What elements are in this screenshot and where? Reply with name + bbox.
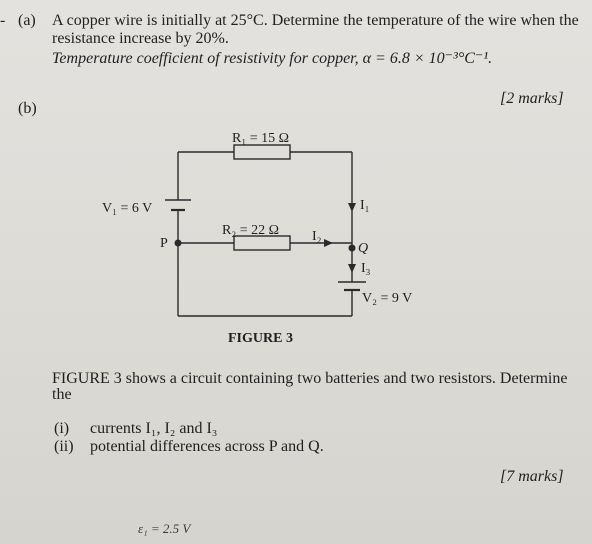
part-b-marks: [7 marks] [500, 468, 564, 485]
i2-label: I₂ [312, 229, 322, 244]
part-a-label: (a) [18, 12, 36, 29]
i2-arrow [324, 239, 333, 247]
part-a-line-1: A copper wire is initially at 25°C. Determine the temperature of the wire when the [52, 12, 579, 29]
r2-label: R₂ = 22 Ω [222, 223, 280, 238]
i1-label: I₁ [360, 198, 370, 213]
part-b-description-1: FIGURE 3 shows a circuit containing two batteries and two resistors. Determine [52, 370, 568, 387]
sub-ii-text: potential differences across P and Q. [90, 438, 324, 455]
part-b-label: (b) [18, 100, 37, 117]
sub-i-label: (i) [54, 420, 70, 437]
part-a-line-3: Temperature coefficient of resistivity for copper, α = 6.8 × 10⁻³°C⁻¹. [52, 50, 493, 67]
sub-ii-label: (ii) [54, 438, 74, 455]
r1-label: R₁ = 15 Ω [232, 131, 290, 146]
part-a-line-2: resistance increase by 20%. [52, 30, 229, 47]
node-p-dot [175, 240, 182, 247]
i1-arrow [348, 203, 356, 212]
part-b-description-2: the [52, 386, 72, 403]
leading-mark: - [0, 12, 6, 29]
sub-i-text: currents I₁, I₂ and I₃ [90, 420, 218, 437]
i3-arrow [348, 264, 356, 273]
i3-label: I₃ [361, 261, 371, 276]
node-q-label: Q [358, 241, 369, 256]
figure-caption: FIGURE 3 [228, 331, 293, 346]
r1-resistor [234, 145, 290, 159]
r2-resistor [234, 236, 290, 250]
footer-note: ε₁ = 2.5 V [138, 521, 191, 536]
part-a-marks: [2 marks] [500, 90, 564, 107]
node-p-label: P [160, 236, 168, 251]
v1-label: V₁ = 6 V [102, 201, 153, 216]
node-q-dot [349, 245, 356, 252]
v2-label: V₂ = 9 V [362, 291, 413, 306]
